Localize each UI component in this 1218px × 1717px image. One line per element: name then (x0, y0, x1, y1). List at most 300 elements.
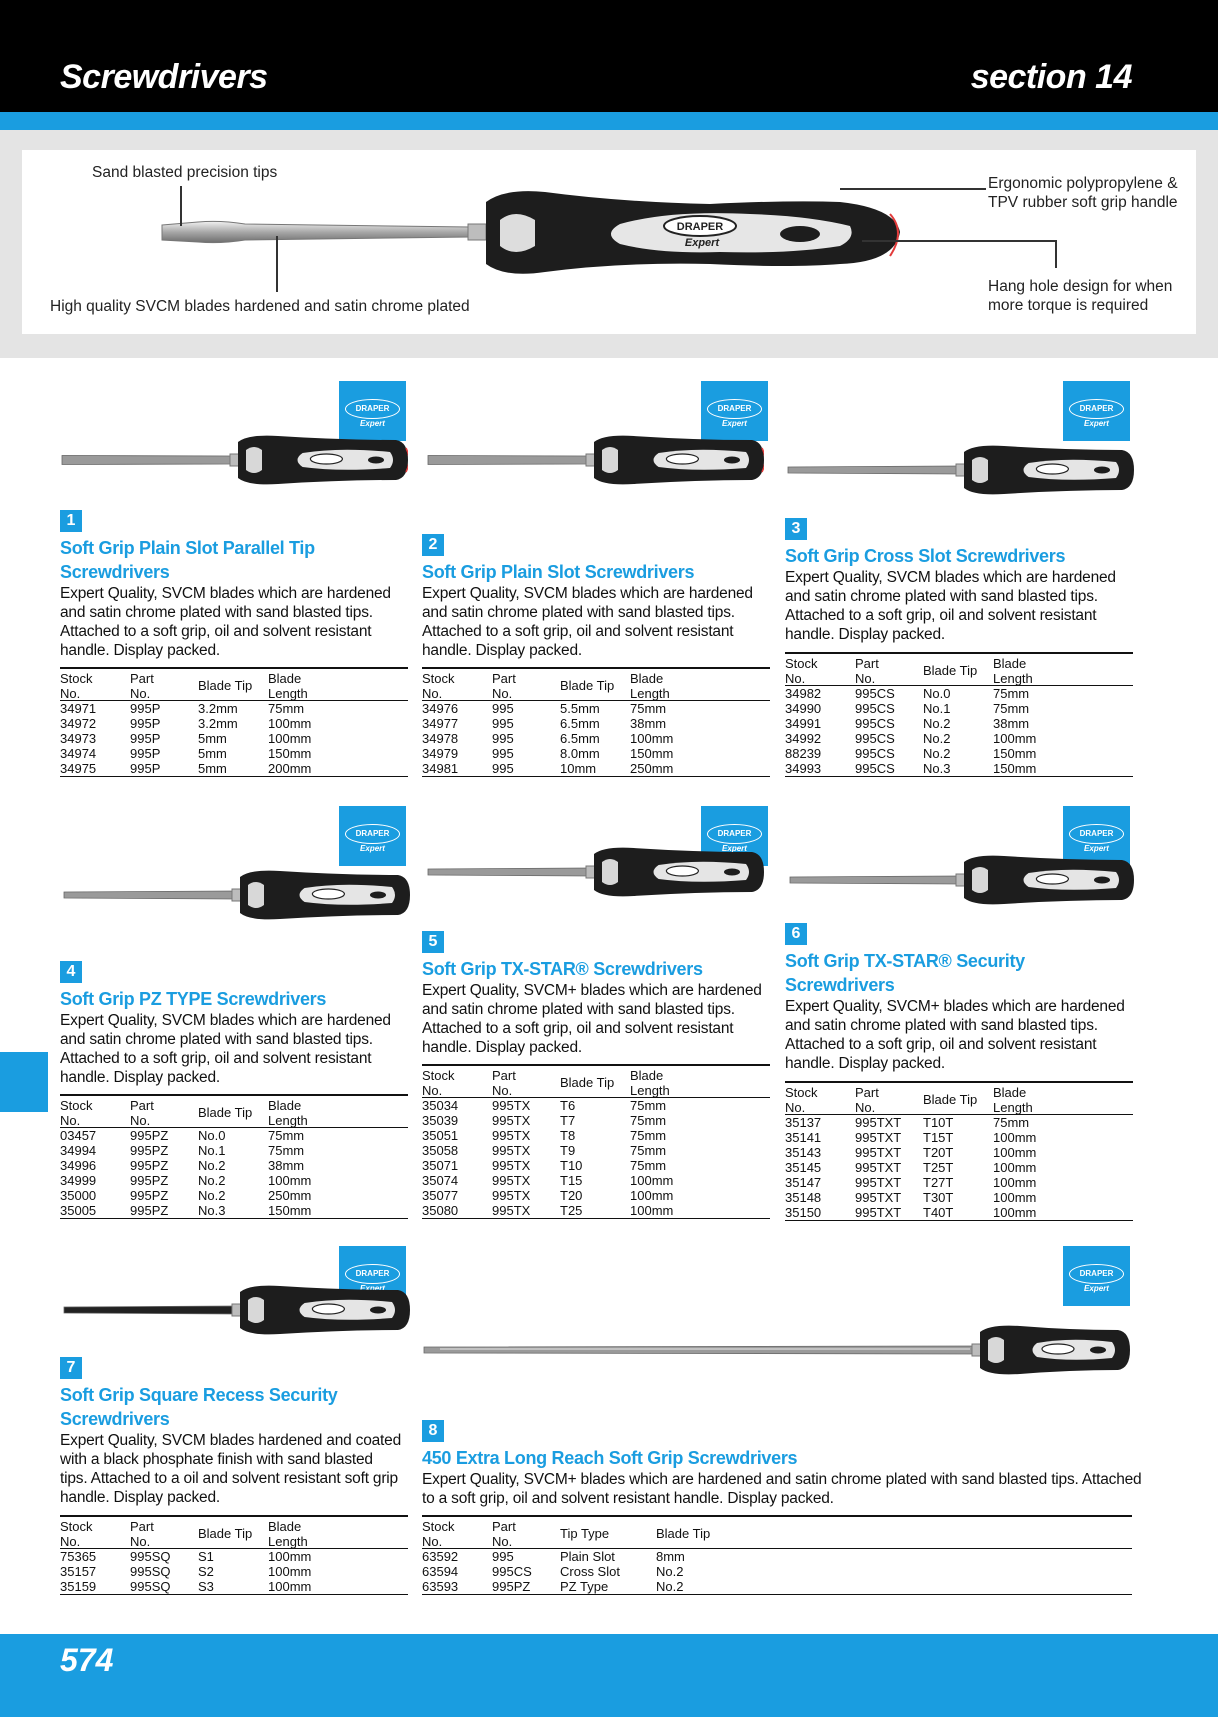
product-1-screwdriver-image (58, 428, 408, 492)
table-cell: 35148 (785, 1190, 822, 1205)
spec-header-text: Part (130, 671, 154, 686)
spec-header-text: Length (268, 1534, 308, 1549)
table-row (60, 1188, 408, 1203)
spec-header-text: Stock (60, 1098, 93, 1113)
table-cell: 200mm (268, 761, 312, 776)
table-row (422, 1173, 770, 1188)
spec-table-header (422, 667, 770, 701)
spec-header-text: Blade (630, 671, 664, 686)
table-cell: 100mm (993, 1145, 1037, 1160)
product-7-screwdriver-image (60, 1278, 410, 1342)
product-1-title-line-2: Screwdrivers (60, 562, 170, 582)
spec-header-text: Length (268, 686, 308, 701)
table-cell: 34993 (785, 761, 822, 776)
table-cell: 34992 (785, 731, 822, 746)
table-cell: 995TXT (855, 1130, 902, 1145)
table-cell: T20T (923, 1145, 954, 1160)
product-2-title-line-1: Soft Grip Plain Slot Screwdrivers (422, 562, 695, 582)
table-cell: 88239 (785, 746, 822, 761)
table-cell: 995P (130, 701, 161, 716)
table-cell: 100mm (268, 1579, 312, 1594)
spec-header-cell (785, 656, 818, 686)
spec-header-text: Part (855, 656, 879, 671)
table-row (785, 1115, 1133, 1130)
table-row (422, 1188, 770, 1203)
spec-header-cell (422, 1068, 455, 1098)
spec-header-text: Length (993, 1100, 1033, 1115)
spec-header-text: Length (630, 686, 670, 701)
product-7-badge-brand-text: DRAPER (345, 1264, 400, 1284)
table-cell: 100mm (268, 1173, 312, 1188)
spec-header-text: Length (630, 1083, 670, 1098)
spec-table-header (422, 1064, 770, 1098)
table-row (785, 1145, 1133, 1160)
table-cell: 63592 (422, 1549, 459, 1564)
table-cell: 5.5mm (560, 701, 600, 716)
spec-header-cell (198, 678, 252, 693)
product-5-description-line-4: handle. Display packed. (422, 1039, 582, 1056)
table-cell: T25T (923, 1160, 954, 1175)
spec-header-cell (268, 1098, 308, 1128)
product-3-screwdriver-image (784, 438, 1134, 502)
table-cell: 75mm (993, 1115, 1030, 1130)
spec-header-cell (492, 1519, 516, 1549)
product-7-number: 7 (60, 1357, 82, 1379)
table-cell: 35145 (785, 1160, 822, 1175)
spec-header-cell (60, 671, 93, 701)
table-row (785, 701, 1133, 716)
table-cell: T10 (560, 1158, 583, 1173)
product-7-badge-sub-text: Expert (360, 1284, 385, 1293)
spec-header-text: Blade (268, 1519, 302, 1534)
table-cell: 34975 (60, 761, 97, 776)
table-cell: 100mm (993, 1190, 1037, 1205)
product-7-description-line-4: handle. Display packed. (60, 1489, 220, 1506)
table-row (422, 761, 770, 776)
spec-header-text: Part (492, 671, 516, 686)
spec-header-cell (198, 1526, 252, 1541)
table-cell: 34972 (60, 716, 97, 731)
spec-header-text: Blade (993, 656, 1027, 671)
table-cell: 100mm (268, 1564, 312, 1579)
spec-header-text: No. (855, 671, 876, 686)
table-row (422, 1113, 770, 1128)
spec-header-text: Part (492, 1068, 516, 1083)
table-cell: 995TXT (855, 1145, 902, 1160)
header-stripe (0, 112, 1218, 130)
spec-header-cell (268, 1519, 308, 1549)
spec-table-header (785, 1081, 1133, 1115)
product-3-description-line-1: Expert Quality, SVCM blades which are hardened (785, 569, 1116, 586)
table-row (60, 1203, 408, 1218)
product-8-badge-brand-text: DRAPER (1069, 1264, 1124, 1284)
product-6-screwdriver-image (786, 848, 1134, 912)
spec-header-text: No. (422, 1083, 443, 1098)
product-8-description-line-1: Expert Quality, SVCM+ blades which are hardened and satin chrome plated with sand blasted tips. Attached (422, 1471, 1142, 1488)
table-row (785, 716, 1133, 731)
spec-header-text: No. (422, 1534, 443, 1549)
spec-header-text: No. (422, 686, 443, 701)
table-cell: 995PZ (130, 1203, 169, 1218)
table-cell: No.1 (923, 701, 951, 716)
table-row (60, 716, 408, 731)
spec-header-text: No. (855, 1100, 876, 1115)
product-2-description-line-4: handle. Display packed. (422, 642, 582, 659)
product-4-description-line-3: Attached to a soft grip, oil and solvent resistant (60, 1050, 372, 1067)
spec-header-cell (855, 1085, 879, 1115)
spec-header-text: No. (492, 1534, 513, 1549)
table-cell: 75mm (268, 1143, 305, 1158)
product-7-description-line-3: tips. Attached to a oil and solvent resistant soft grip (60, 1470, 398, 1487)
table-cell: 100mm (268, 731, 312, 746)
spec-header-text: Stock (422, 1519, 455, 1534)
table-cell: 34976 (422, 701, 459, 716)
spec-header-text: Stock (785, 656, 818, 671)
spec-header-cell (130, 1098, 154, 1128)
table-cell: No.1 (198, 1143, 226, 1158)
table-cell: 35074 (422, 1173, 459, 1188)
table-cell: 38mm (630, 716, 667, 731)
product-1-description-line-4: handle. Display packed. (60, 642, 220, 659)
table-cell: T27T (923, 1175, 954, 1190)
spec-header-text: No. (130, 1534, 151, 1549)
table-cell: 995 (492, 701, 514, 716)
table-cell: No.0 (923, 686, 951, 701)
table-cell: T15 (560, 1173, 583, 1188)
table-row (422, 731, 770, 746)
table-cell: T30T (923, 1190, 954, 1205)
spec-header-text: No. (60, 686, 81, 701)
product-5-spec-table (422, 1064, 770, 1220)
table-row (785, 1160, 1133, 1175)
table-cell: 100mm (630, 1188, 674, 1203)
table-row (60, 746, 408, 761)
table-row (60, 731, 408, 746)
table-cell: 995SQ (130, 1564, 171, 1579)
table-cell: 995 (492, 1549, 514, 1564)
product-6-title-line-1: Soft Grip TX-STAR® Security (785, 951, 1025, 971)
product-1-spec-table (60, 667, 408, 778)
callout-hang-line2: more torque is required (988, 297, 1149, 314)
callout-tips: Sand blasted precision tips (92, 164, 278, 181)
table-cell: 35071 (422, 1158, 459, 1173)
table-row (60, 1549, 408, 1564)
table-cell: 35077 (422, 1188, 459, 1203)
table-cell: 38mm (993, 716, 1030, 731)
product-8-brand-badge (1063, 1246, 1130, 1306)
table-cell: 995 (492, 716, 514, 731)
product-3-number: 3 (785, 518, 807, 540)
spec-header-text: Blade Tip (656, 1526, 711, 1541)
table-row (785, 761, 1133, 776)
table-cell: 150mm (993, 761, 1037, 776)
spec-table-header (60, 1094, 408, 1128)
spec-header-cell (630, 671, 670, 701)
table-cell: T7 (560, 1113, 576, 1128)
table-cell: 995PZ (130, 1158, 169, 1173)
spec-header-text: Blade Tip (560, 1075, 615, 1090)
table-cell: 100mm (993, 731, 1037, 746)
table-row (422, 1158, 770, 1173)
table-cell: T40T (923, 1205, 954, 1220)
product-7-description-line-2: with a black phosphate finish with sand blasted (60, 1451, 373, 1468)
table-cell: 995P (130, 746, 161, 761)
table-cell: 995TX (492, 1143, 531, 1158)
table-row (785, 1205, 1133, 1220)
product-3-description-line-3: Attached to a soft grip, oil and solvent resistant (785, 607, 1097, 624)
table-cell: 995TXT (855, 1160, 902, 1175)
table-cell: 10mm (560, 761, 597, 776)
table-cell: PZ Type (560, 1579, 609, 1594)
spec-header-text: No. (785, 671, 806, 686)
page-title: Screwdrivers (60, 58, 268, 96)
product-2-description-line-3: Attached to a soft grip, oil and solvent resistant (422, 623, 734, 640)
table-cell: 35005 (60, 1203, 97, 1218)
table-cell: 35141 (785, 1130, 822, 1145)
product-8-screwdriver-image (420, 1318, 1130, 1382)
product-2-description-line-2: and satin chrome plated with sand blasted tips. (422, 604, 735, 621)
spec-header-text: No. (60, 1113, 81, 1128)
table-row (422, 1549, 1132, 1564)
product-1-title-line-1: Soft Grip Plain Slot Parallel Tip (60, 538, 315, 558)
callout-handle-line1: Ergonomic polypropylene & (988, 175, 1178, 192)
table-cell: 150mm (993, 746, 1037, 761)
table-row (785, 731, 1133, 746)
table-cell: 35080 (422, 1203, 459, 1218)
product-6-number: 6 (785, 923, 807, 945)
table-cell: 995 (492, 761, 514, 776)
table-cell: 5mm (198, 761, 227, 776)
table-cell: 100mm (630, 1203, 674, 1218)
spec-header-text: No. (130, 686, 151, 701)
table-cell: 995PZ (492, 1579, 531, 1594)
spec-header-cell (560, 1526, 609, 1541)
table-cell: 63593 (422, 1579, 459, 1594)
table-cell: 995PZ (130, 1173, 169, 1188)
table-cell: 75mm (630, 1128, 667, 1143)
spec-table-bottom-rule (60, 776, 408, 778)
table-cell: S3 (198, 1579, 214, 1594)
table-cell: 5mm (198, 731, 227, 746)
table-cell: 35157 (60, 1564, 97, 1579)
table-cell: T9 (560, 1143, 576, 1158)
spec-header-cell (130, 671, 154, 701)
table-cell: 995TXT (855, 1190, 902, 1205)
spec-header-cell (630, 1068, 670, 1098)
table-cell: 75mm (630, 1143, 667, 1158)
table-cell: 75mm (630, 1158, 667, 1173)
product-4-title-line-1: Soft Grip PZ TYPE Screwdrivers (60, 989, 327, 1009)
table-cell: 100mm (630, 1173, 674, 1188)
product-6-description-line-3: Attached to a soft grip, oil and solvent resistant (785, 1036, 1097, 1053)
table-cell: 995 (492, 731, 514, 746)
spec-table-header (60, 1515, 408, 1549)
table-cell: 63594 (422, 1564, 459, 1579)
spec-table-bottom-rule (785, 1220, 1133, 1222)
callout-handle-line2: TPV rubber soft grip handle (988, 194, 1178, 211)
table-cell: 995CS (855, 746, 895, 761)
product-4-description-line-4: handle. Display packed. (60, 1069, 220, 1086)
spec-header-cell (422, 1519, 455, 1549)
table-cell: 35143 (785, 1145, 822, 1160)
table-cell: 100mm (268, 1549, 312, 1564)
table-cell: No.0 (198, 1128, 226, 1143)
side-tab (0, 1052, 48, 1112)
table-row (785, 1130, 1133, 1145)
spec-header-text: Blade Tip (923, 663, 978, 678)
table-row (422, 701, 770, 716)
product-3-description-line-4: handle. Display packed. (785, 626, 945, 643)
spec-header-text: Blade Tip (560, 678, 615, 693)
spec-header-text: Part (492, 1519, 516, 1534)
callout-tips-line (180, 186, 182, 226)
spec-header-cell (60, 1098, 93, 1128)
product-6-title-line-2: Screwdrivers (785, 975, 895, 995)
callout-hang-line-h (862, 240, 1056, 242)
hero-logo-text: DRAPER (676, 221, 724, 233)
product-2-badge-sub-text: Expert (722, 419, 747, 428)
spec-header-cell (492, 671, 516, 701)
spec-header-cell (993, 1085, 1033, 1115)
product-5-badge-brand-text: DRAPER (707, 824, 762, 844)
spec-header-text: Part (130, 1519, 154, 1534)
spec-header-text: Stock (785, 1085, 818, 1100)
callout-hang-line1: Hang hole design for when (988, 278, 1173, 295)
table-cell: 995CS (855, 761, 895, 776)
table-cell: 100mm (993, 1160, 1037, 1175)
table-cell: 995TX (492, 1158, 531, 1173)
table-cell: 995PZ (130, 1128, 169, 1143)
table-cell: 3.2mm (198, 701, 238, 716)
table-cell: 34991 (785, 716, 822, 731)
table-cell: 995TXT (855, 1175, 902, 1190)
spec-header-text: Stock (60, 671, 93, 686)
spec-header-cell (993, 656, 1033, 686)
table-row (422, 716, 770, 731)
table-cell: No.2 (656, 1579, 684, 1594)
product-4-brand-badge (339, 806, 406, 866)
table-row (422, 1579, 1132, 1594)
table-cell: S1 (198, 1549, 214, 1564)
table-cell: 35159 (60, 1579, 97, 1594)
table-cell: 75mm (268, 1128, 305, 1143)
table-cell: 995SQ (130, 1579, 171, 1594)
table-row (60, 1579, 408, 1594)
product-8-number: 8 (422, 1420, 444, 1442)
product-2-badge-brand-text: DRAPER (707, 399, 762, 419)
spec-table-bottom-rule (422, 1218, 770, 1220)
product-4-badge-brand-text: DRAPER (345, 824, 400, 844)
product-5-description-line-1: Expert Quality, SVCM+ blades which are hardened (422, 982, 762, 999)
spec-header-cell (785, 1085, 818, 1115)
product-2-description-line-1: Expert Quality, SVCM blades which are hardened (422, 585, 753, 602)
table-cell: 35058 (422, 1143, 459, 1158)
table-row (422, 1098, 770, 1113)
product-7-description-line-1: Expert Quality, SVCM blades hardened and coated (60, 1432, 401, 1449)
spec-header-text: Tip Type (560, 1526, 610, 1541)
product-3-badge-sub-text: Expert (1084, 419, 1109, 428)
product-3-brand-badge (1063, 381, 1130, 441)
page-number: 574 (60, 1642, 114, 1678)
table-row (785, 1190, 1133, 1205)
product-8-spec-table (422, 1515, 1132, 1596)
table-cell: 35137 (785, 1115, 822, 1130)
product-8-title-line-1: 450 Extra Long Reach Soft Grip Screwdrivers (422, 1448, 798, 1468)
spec-table-header (785, 652, 1133, 686)
table-cell: T10T (923, 1115, 954, 1130)
spec-header-text: Part (855, 1085, 879, 1100)
table-cell: 6.5mm (560, 716, 600, 731)
table-cell: 100mm (993, 1205, 1037, 1220)
product-5-badge-sub-text: Expert (722, 844, 747, 853)
spec-table-header (422, 1515, 1132, 1549)
product-3-spec-table (785, 652, 1133, 778)
table-cell: 995P (130, 761, 161, 776)
table-cell: 150mm (268, 1203, 312, 1218)
table-cell: T20 (560, 1188, 583, 1203)
spec-header-cell (560, 1075, 614, 1090)
product-3-badge-brand-text: DRAPER (1069, 399, 1124, 419)
callout-handle-line (840, 188, 986, 190)
spec-header-cell (656, 1526, 710, 1541)
table-cell: 995TX (492, 1173, 531, 1188)
table-cell: 35147 (785, 1175, 822, 1190)
spec-table-bottom-rule (785, 776, 1133, 778)
table-cell: No.2 (923, 731, 951, 746)
table-cell: 250mm (630, 761, 674, 776)
table-cell: 75mm (268, 701, 305, 716)
table-cell: 995PZ (130, 1188, 169, 1203)
product-1-description-line-3: Attached to a soft grip, oil and solvent resistant (60, 623, 372, 640)
product-1-badge-brand-text: DRAPER (345, 399, 400, 419)
spec-header-text: No. (492, 1083, 513, 1098)
table-cell: 34999 (60, 1173, 97, 1188)
spec-table-header (60, 667, 408, 701)
spec-table-bottom-rule (422, 1594, 1132, 1596)
table-cell: 75mm (993, 701, 1030, 716)
table-cell: 35051 (422, 1128, 459, 1143)
table-cell: 3.2mm (198, 716, 238, 731)
callout-blades: High quality SVCM blades hardened and satin chrome plated (50, 298, 470, 315)
table-row (785, 686, 1133, 701)
page-footer (0, 1634, 1218, 1717)
product-6-badge-sub-text: Expert (1084, 844, 1109, 853)
table-cell: 995PZ (130, 1143, 169, 1158)
table-row (422, 1128, 770, 1143)
spec-header-cell (855, 656, 879, 686)
table-cell: 34994 (60, 1143, 97, 1158)
table-cell: 75mm (630, 701, 667, 716)
table-cell: T8 (560, 1128, 576, 1143)
spec-header-text: Stock (60, 1519, 93, 1534)
table-cell: 35039 (422, 1113, 459, 1128)
table-cell: 995CS (492, 1564, 532, 1579)
product-7-title-line-1: Soft Grip Square Recess Security (60, 1385, 338, 1405)
product-2-screwdriver-image (424, 428, 764, 492)
product-1-description-line-2: and satin chrome plated with sand blasted tips. (60, 604, 373, 621)
product-5-number: 5 (422, 931, 444, 953)
table-cell: Plain Slot (560, 1549, 615, 1564)
product-4-number: 4 (60, 961, 82, 983)
table-cell: 100mm (993, 1130, 1037, 1145)
product-1-number: 1 (60, 510, 82, 532)
table-cell: 995TXT (855, 1115, 902, 1130)
table-cell: 34979 (422, 746, 459, 761)
product-1-badge-sub-text: Expert (360, 419, 385, 428)
spec-table-bottom-rule (60, 1594, 408, 1596)
table-cell: 995 (492, 746, 514, 761)
product-4-spec-table (60, 1094, 408, 1220)
